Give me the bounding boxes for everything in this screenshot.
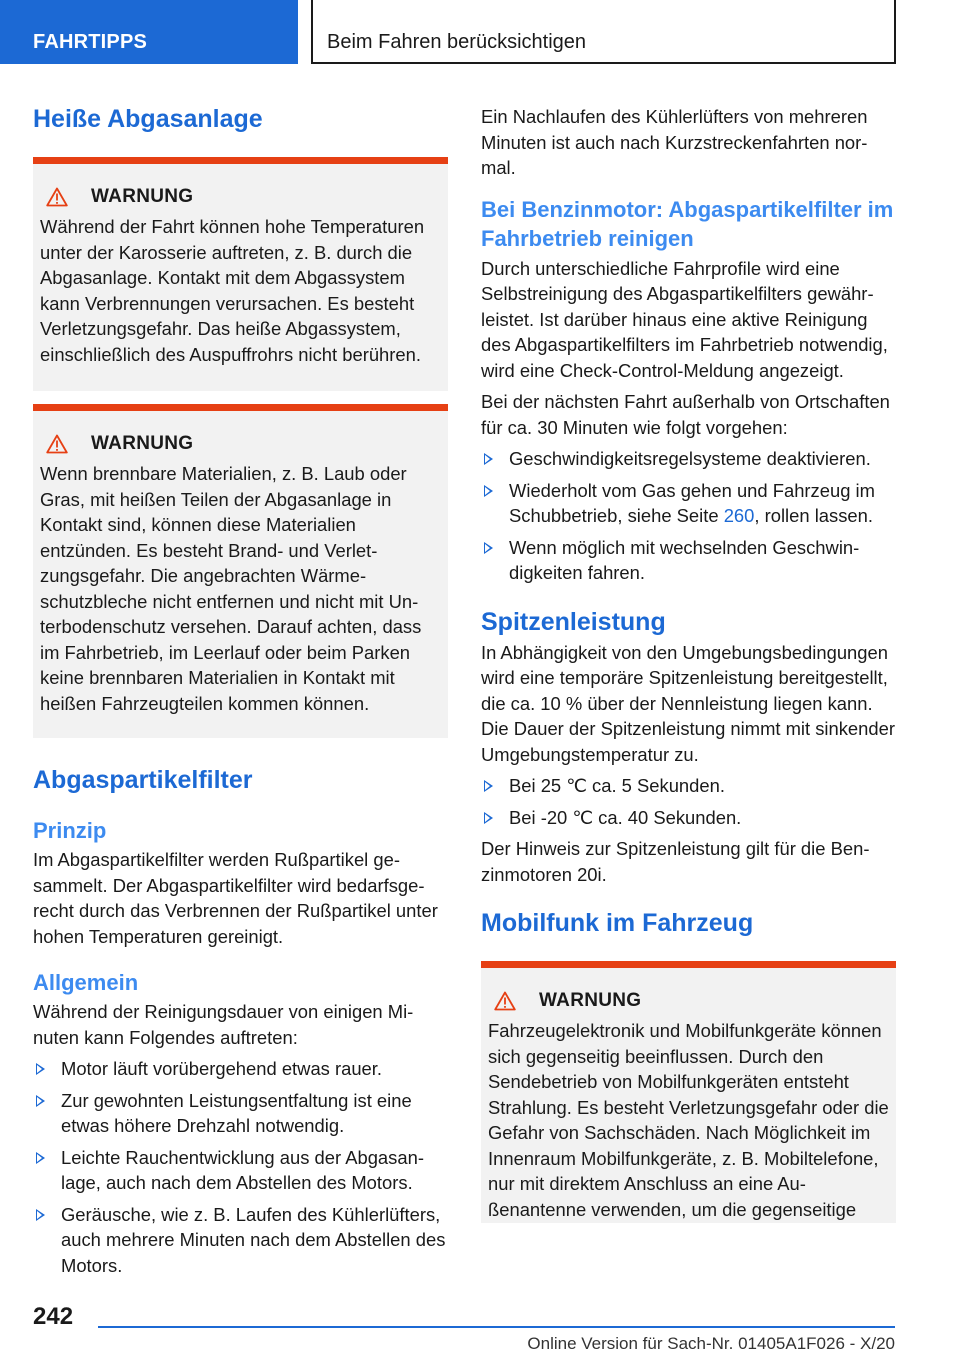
- petrol-text-2: Bei der nächsten Fahrt außerhalb von Ortschaften für ca. 30 Minuten wie folgt vorgehen:: [481, 391, 890, 438]
- warning-text: Während der Fahrt können hohe Temperaturen unter der Karosserie auftreten, z. B. durch die Abgasanlage. Kontakt mit dem Abgassystem kann Verbrennungen verursachen. Es besteht Verletzungsgefahr. Das heiße Abgassystem, einschließlich des Auspuffrohrs nicht berühren.: [40, 216, 425, 365]
- warning-triangle-icon: [494, 991, 516, 1011]
- peak-power-text: In Abhängigkeit von den Umgebungsbedingungen wird eine temporäre Spitzenleistung bereitgestellt, die ca. 10 % über der Nennleistung liegen kann. Die Dauer der Spitzenleistung nimmt mit sinkender Umgebungstemperatur zu.: [481, 641, 895, 765]
- petrol-list: [481, 446, 896, 586]
- left-column: [33, 100, 448, 1278]
- heading-petrol-cleaning: Bei Benzinmotor: Abgaspartikelfilter im Fahrbetrieb reinigen: [481, 196, 894, 251]
- warning-header: [494, 990, 890, 1012]
- warning-box-3: [481, 961, 896, 1223]
- heading-mobile-phone: Mobilfunk im Fahrzeug: [481, 909, 754, 937]
- heading-hot-exhaust: Heiße Abgasanlage: [33, 105, 263, 133]
- warning-header: [46, 186, 442, 208]
- bullet-triangle-icon: [36, 1095, 45, 1107]
- bullet-triangle-icon: [36, 1152, 45, 1164]
- warning-triangle-icon: [46, 434, 68, 454]
- bullet-triangle-icon: [484, 542, 493, 554]
- heading-particle-filter: Abgaspartikelfilter: [33, 766, 253, 794]
- principle-text: Im Abgaspartikelfilter werden Rußpartikel gesammelt. Der Abgaspartikelfilter wird bedarfsgerecht durch das Verbrennen der Rußpartikel unter hohen Temperaturen gereinigt.: [33, 849, 438, 947]
- list-item: Leichte Rauchentwicklung aus der Abgasanlage, auch nach dem Abstellen des Motors.: [33, 1145, 448, 1196]
- general-list: [33, 1056, 448, 1278]
- heading-principle: Prinzip: [33, 818, 107, 843]
- peak-power-list: [481, 773, 896, 830]
- bullet-triangle-icon: [484, 780, 493, 792]
- page-reference-link[interactable]: 260: [723, 505, 755, 526]
- list-item: Motor läuft vorübergehend etwas rauer.: [33, 1056, 448, 1082]
- heading-peak-power: Spitzenleistung: [481, 607, 666, 636]
- warning-triangle-icon: [46, 187, 68, 207]
- warning-box-1: [33, 157, 448, 391]
- warning-title: WARNUNG: [91, 186, 194, 207]
- heading-general: Allgemein: [33, 970, 139, 995]
- header-section: FAHRTIPPS: [0, 0, 298, 64]
- warning-title: WARNUNG: [91, 433, 194, 454]
- fan-intro-text: Ein Nachlaufen des Kühlerlüfters von mehreren Minuten ist auch nach Kurzstreckenfahrten normal.: [481, 106, 868, 178]
- warning-title: WARNUNG: [539, 990, 642, 1011]
- peak-power-note: Der Hinweis zur Spitzenleistung gilt für die Benzinmotoren 20i.: [481, 838, 870, 885]
- right-column: [481, 104, 896, 1223]
- warning-header: [46, 433, 442, 455]
- bullet-triangle-icon: [484, 812, 493, 824]
- page-number: 242: [33, 1303, 74, 1330]
- warning-text: Fahrzeugelektronik und Mobilfunkgeräte können sich gegenseitig beeinflussen. Durch den Sendebetrieb von Mobilfunkgeräten entsteht Strahlung. Es besteht Verletzungsgefahr oder die Gefahr von Sachschäden. Nach Möglichkeit im Innenraum Mobilfunkgeräte, z. B. Mobiltelefone, nur mit direktem Anschluss an eine Außenantenne verwenden, um die gegenseitige: [488, 1020, 889, 1220]
- bullet-triangle-icon: [484, 485, 493, 497]
- list-item: Bei 25 ℃ ca. 5 Sekunden.: [481, 773, 896, 799]
- list-item: Wiederholt vom Gas gehen und Fahrzeug im Schubbetrieb, siehe Seite 260, rollen lassen.: [481, 478, 896, 529]
- footer-divider: [98, 1326, 895, 1328]
- warning-text: Wenn brennbare Materialien, z. B. Laub oder Gras, mit heißen Teilen der Abgasanlage in Kontakt sind, können diese Materialien entzünden. Es besteht Brand- und Verletzungsgefahr. Die angebrachten Wärmeschutzbleche nicht entfernen und nicht mit Unterbodenschutz versehen. Darauf achten, dass im Fahrbetrieb, im Leerlauf oder beim Parken keine brennbaren Materialien in Kontakt mit heißen Fahrzeugteilen kommen können.: [40, 463, 422, 714]
- general-text: Während der Reinigungsdauer von einigen Minuten kann Folgendes auftreten:: [33, 1001, 414, 1048]
- bullet-triangle-icon: [36, 1063, 45, 1075]
- list-item: Wenn möglich mit wechselnden Geschwindigkeiten fahren.: [481, 535, 896, 586]
- petrol-text-1: Durch unterschiedliche Fahrprofile wird eine Selbstreinigung des Abgaspartikelfilters gewährleistet. Ist darüber hinaus eine aktive Reinigung des Abgaspartikelfilters im Fahrbetrieb notwendig, wird eine Check-Control-Meldung angezeigt.: [481, 257, 888, 381]
- list-item: Geschwindigkeitsregelsysteme deaktivieren.: [481, 446, 896, 472]
- list-item: Bei -20 ℃ ca. 40 Sekunden.: [481, 805, 896, 831]
- bullet-triangle-icon: [484, 453, 493, 465]
- bullet-triangle-icon: [36, 1209, 45, 1221]
- list-item: Geräusche, wie z. B. Laufen des Kühlerlüfters, auch mehrere Minuten nach dem Abstellen des Motors.: [33, 1202, 448, 1279]
- footer-text: Online Version für Sach-Nr. 01405A1F026 - X/20: [527, 1334, 895, 1353]
- header-chapter: Beim Fahren berücksichtigen: [311, 0, 896, 64]
- warning-box-2: [33, 404, 448, 738]
- list-item: Zur gewohnten Leistungsentfaltung ist eine etwas höhere Drehzahl notwendig.: [33, 1088, 448, 1139]
